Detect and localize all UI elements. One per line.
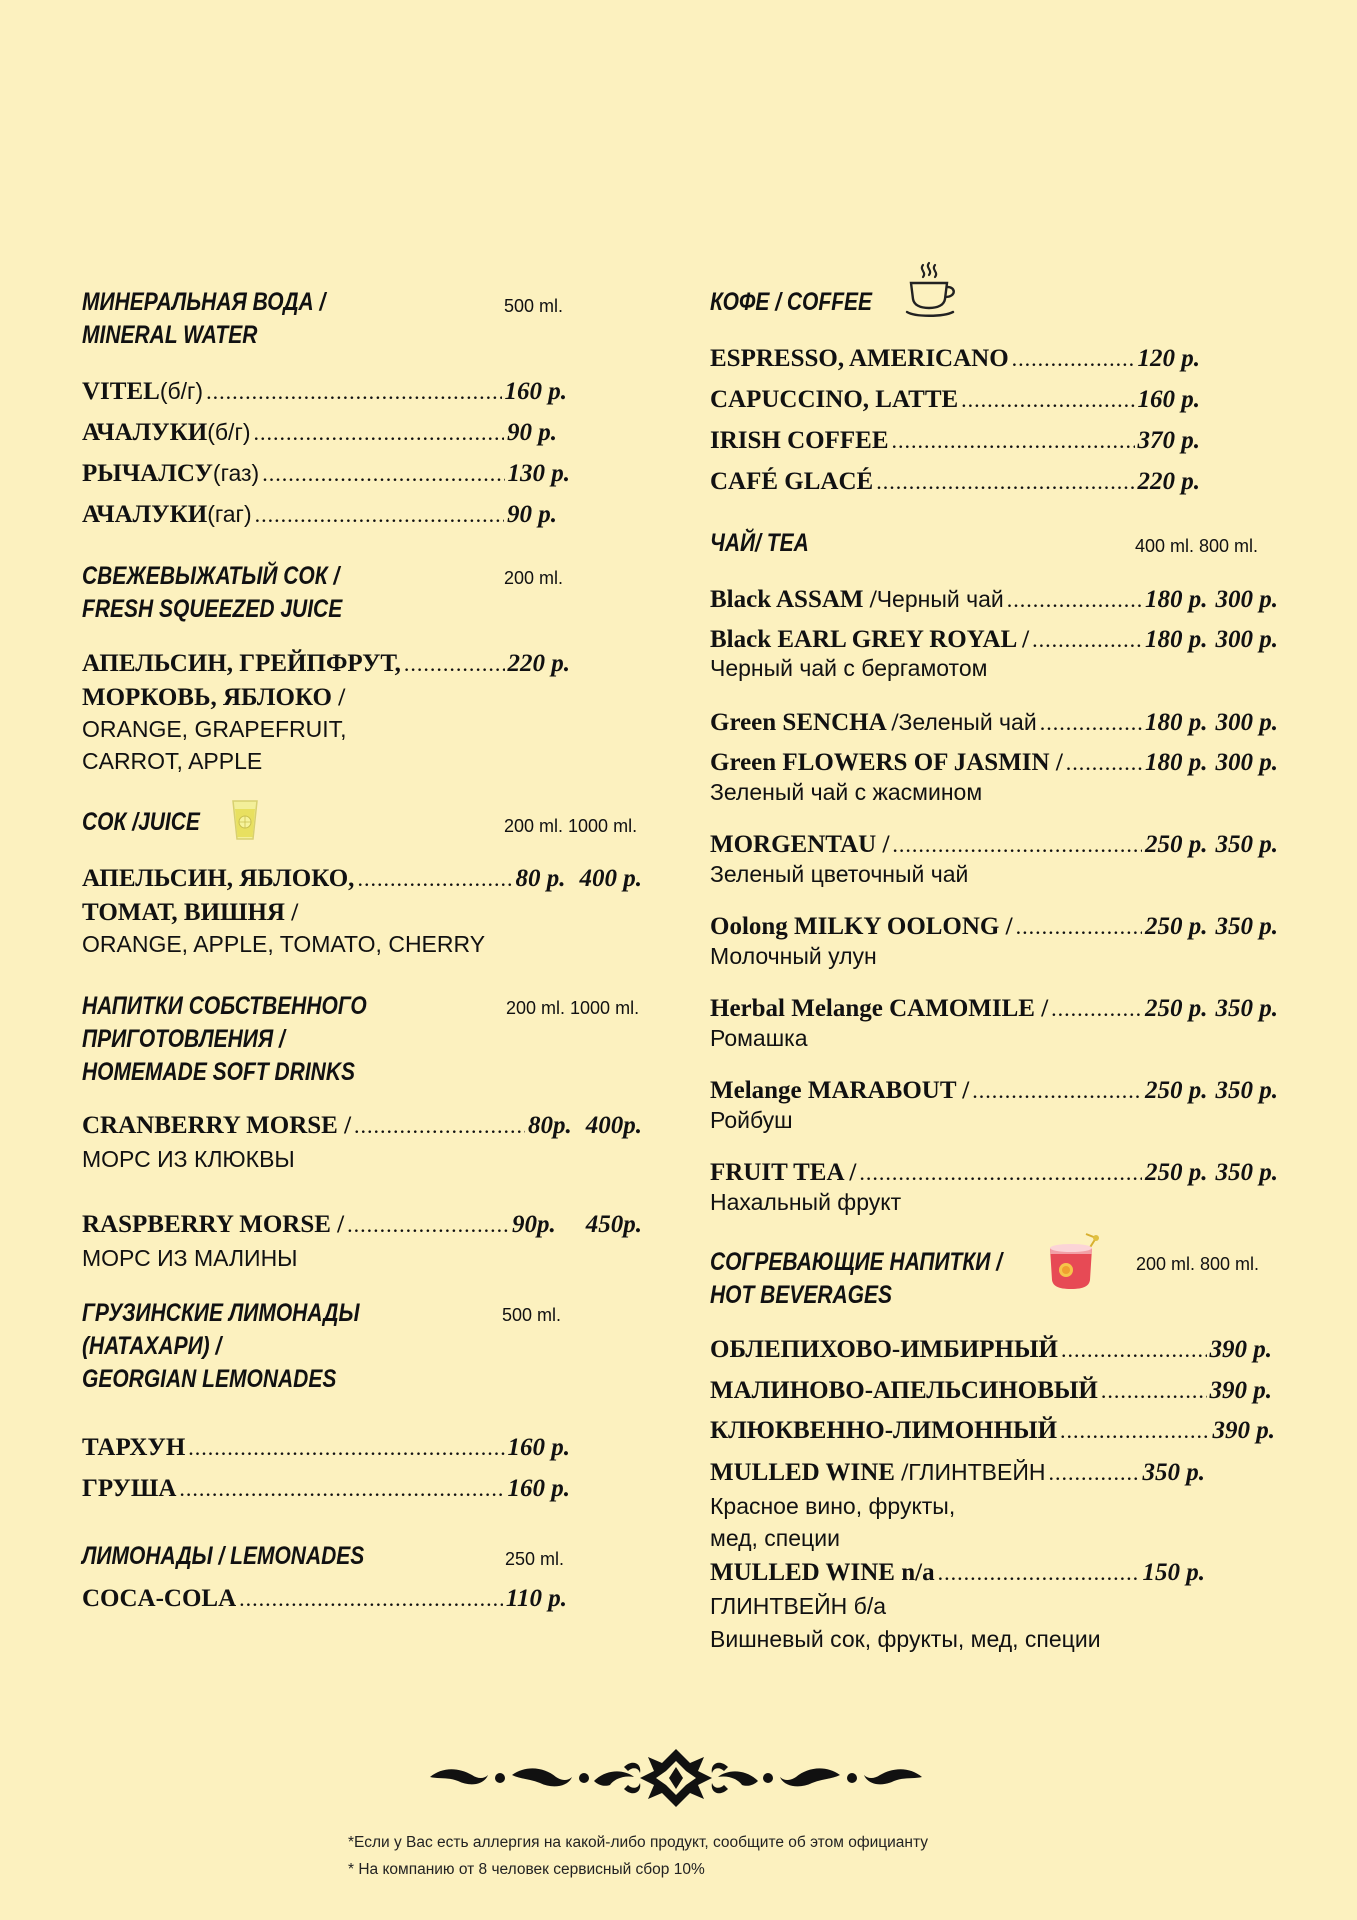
- item-price-small: 250 р.: [1145, 1159, 1208, 1186]
- homemade-volume: 200 ml. 1000 ml.: [506, 998, 640, 1018]
- leader-dots: [1051, 993, 1142, 1025]
- item-price: 120 р.: [1137, 345, 1200, 372]
- item-desc: Молочный улун: [710, 943, 877, 969]
- item-name: ESPRESSO, AMERICANO: [710, 345, 1009, 372]
- tea-volume: 400 ml. 800 ml.: [1135, 536, 1259, 556]
- item-name: CAFÉ GLACÉ: [710, 468, 874, 495]
- item-price: 130 р.: [507, 460, 570, 487]
- leader-dots: [1061, 1334, 1207, 1366]
- item-desc: мед, специи: [710, 1525, 840, 1551]
- item-price: 390 р.: [1209, 1377, 1272, 1404]
- item-price-large: 350 р.: [1215, 913, 1278, 940]
- item-desc: Зеленый цветочный чай: [710, 861, 969, 887]
- item-price: 90 р.: [507, 419, 557, 446]
- item-price-large: 300 р.: [1215, 586, 1278, 613]
- allergy-note: *Если у Вас есть аллергия на какой-либо продукт, сообщите об этом официанту: [348, 1834, 928, 1851]
- item-price-large: 300 р.: [1215, 709, 1278, 736]
- item-price-large: 350 р.: [1215, 1077, 1278, 1104]
- menu-item: [710, 1415, 1275, 1447]
- item-name-continued: МОРКОВЬ, ЯБЛОКО /: [82, 684, 346, 711]
- item-price-small: 90р.: [512, 1211, 556, 1238]
- leader-dots: [255, 499, 504, 531]
- item-name: IRISH COFFEE: [710, 427, 889, 454]
- item-price-large: 300 р.: [1215, 626, 1278, 653]
- item-price-small: 250 р.: [1145, 995, 1208, 1022]
- item-price-large: 400 р.: [579, 865, 642, 892]
- leader-dots: [1040, 707, 1142, 739]
- leader-dots: [347, 1209, 509, 1241]
- menu-item: [710, 1557, 1205, 1589]
- item-name: Oolong MILKY OOLONG /: [710, 913, 1013, 940]
- homemade-title-line2: ПРИГОТОВЛЕНИЯ /: [82, 1025, 285, 1053]
- item-price: 160 р.: [1137, 386, 1200, 413]
- menu-item: [710, 993, 1278, 1025]
- item-desc: ГЛИНТВЕЙН б/а: [710, 1593, 887, 1619]
- item-desc: CARROT, APPLE: [82, 748, 263, 774]
- juice-title: СОК /JUICE: [82, 808, 200, 836]
- fresh-volume: 200 ml.: [504, 568, 564, 588]
- item-name-continued: ТОМАТ, ВИШНЯ /: [82, 899, 299, 926]
- item-name: Melange MARABOUT /: [710, 1077, 970, 1104]
- menu-item: [82, 1473, 570, 1505]
- item-name: Green SENCHA /: [710, 709, 899, 736]
- menu-item: [710, 343, 1200, 375]
- fresh-title-line1: СВЕЖЕВЫЖАТЫЙ СОК /: [82, 562, 340, 590]
- mineral-title-line2: MINERAL WATER: [82, 321, 258, 349]
- hot-title-line1: СОГРЕВАЮЩИЕ НАПИТКИ /: [710, 1248, 1003, 1276]
- item-name: ТАРХУН: [82, 1434, 186, 1461]
- menu-item: [710, 1456, 1205, 1489]
- menu-item: [710, 706, 1278, 739]
- item-name-line2: [82, 681, 345, 714]
- item-name: Green FLOWERS OF JASMIN /: [710, 749, 1063, 776]
- leader-dots: [1007, 584, 1142, 616]
- menu-item: [82, 648, 570, 680]
- item-name: АЧАЛУКИ: [82, 501, 208, 528]
- item-price-small: 250 р.: [1145, 831, 1208, 858]
- item-note: (гаг): [207, 501, 252, 527]
- leader-dots: [892, 425, 1135, 457]
- item-name: АПЕЛЬСИН, ЯБЛОКО,: [82, 865, 355, 892]
- item-name: АЧАЛУКИ: [82, 419, 208, 446]
- item-price: 390 р.: [1212, 1417, 1275, 1444]
- item-name-line2: [82, 896, 298, 929]
- juice-glass-icon: [230, 795, 260, 843]
- item-name: RASPBERRY MORSE /: [82, 1211, 345, 1238]
- item-name: FRUIT TEA /: [710, 1159, 857, 1186]
- menu-item: [82, 457, 570, 490]
- coffee-cup-icon: [905, 261, 961, 319]
- menu-item: [710, 384, 1200, 416]
- homemade-title: [82, 990, 367, 1089]
- menu-item: [710, 425, 1200, 457]
- item-name: MULLED WINE n/a: [710, 1559, 935, 1586]
- item-price-small: 250 р.: [1145, 1077, 1208, 1104]
- item-price: 90 р.: [507, 501, 557, 528]
- menu-item: [710, 1375, 1272, 1407]
- leader-dots: [876, 466, 1134, 498]
- item-name: РЫЧАЛСУ: [82, 460, 213, 487]
- hot-volume: 200 ml. 800 ml.: [1136, 1254, 1260, 1274]
- item-note: (б/г): [207, 419, 251, 445]
- mineral-title-line1: МИНЕРАЛЬНАЯ ВОДА /: [82, 288, 326, 316]
- item-price: 370 р.: [1137, 427, 1200, 454]
- item-price-small: 180 р.: [1145, 749, 1208, 776]
- item-note: (б/г): [159, 378, 204, 404]
- leader-dots: [254, 417, 505, 449]
- item-price-large: 350 р.: [1215, 995, 1278, 1022]
- leader-dots: [404, 648, 505, 680]
- item-name: ОБЛЕПИХОВО-ИМБИРНЫЙ: [710, 1336, 1058, 1363]
- item-price-small: 180 р.: [1145, 709, 1208, 736]
- item-name: Black EARL GREY ROYAL /: [710, 626, 1030, 653]
- georgian-title: [82, 1297, 359, 1396]
- item-desc: ORANGE, APPLE, TOMATO, CHERRY: [82, 931, 486, 957]
- item-name: MULLED WINE /: [710, 1459, 909, 1486]
- item-price: 110 р.: [505, 1585, 567, 1612]
- leader-dots: [206, 376, 501, 408]
- fresh-title: [82, 560, 342, 626]
- leader-dots: [357, 863, 512, 895]
- menu-item: [82, 375, 567, 408]
- item-desc: Нахальный фрукт: [710, 1189, 902, 1215]
- leader-dots: [1066, 747, 1142, 779]
- service-charge-note: * На компанию от 8 человек сервисный сбор 10%: [348, 1861, 705, 1878]
- ornament-divider: [428, 1745, 924, 1811]
- leader-dots: [972, 1075, 1142, 1107]
- leader-dots: [1101, 1375, 1207, 1407]
- item-name: МАЛИНОВО-АПЕЛЬСИНОВЫЙ: [710, 1377, 1098, 1404]
- item-price: 160 р.: [507, 1434, 570, 1461]
- item-name: CAPUCCINO, LATTE: [710, 386, 959, 413]
- item-name: MORGENTAU /: [710, 831, 890, 858]
- item-name: Herbal Melange CAMOMILE /: [710, 995, 1049, 1022]
- leader-dots: [188, 1432, 504, 1464]
- georgian-title-line3: GEORGIAN LEMONADES: [82, 1365, 337, 1393]
- item-price-large: 450р.: [585, 1211, 642, 1238]
- item-price: 350 р.: [1142, 1459, 1205, 1486]
- item-desc: Ромашка: [710, 1025, 808, 1051]
- coffee-title: КОФЕ / COFFEE: [710, 288, 873, 316]
- item-name: АПЕЛЬСИН, ГРЕЙПФРУТ,: [82, 650, 401, 677]
- item-desc: Вишневый сок, фрукты, мед, специи: [710, 1626, 1101, 1652]
- leader-dots: [1016, 911, 1142, 943]
- item-price-small: 180 р.: [1145, 586, 1208, 613]
- leader-dots: [1032, 624, 1142, 656]
- item-price: 150 р.: [1142, 1559, 1205, 1586]
- leader-dots: [239, 1583, 503, 1615]
- menu-item: [82, 863, 642, 895]
- item-price: 220 р.: [1137, 468, 1200, 495]
- juice-volume: 200 ml. 1000 ml.: [504, 816, 638, 836]
- georgian-title-line2: (НАТАХАРИ) /: [82, 1332, 222, 1360]
- item-price: 160 р.: [504, 378, 567, 405]
- leader-dots: [354, 1110, 525, 1142]
- leader-dots: [1048, 1457, 1139, 1489]
- leader-dots: [179, 1473, 504, 1505]
- menu-item: [82, 1110, 642, 1142]
- leader-dots: [262, 458, 504, 490]
- item-price-large: 350 р.: [1215, 831, 1278, 858]
- item-desc: МОРС ИЗ КЛЮКВЫ: [82, 1146, 295, 1172]
- item-desc-inline: Зеленый чай: [898, 709, 1037, 735]
- item-price-small: 250 р.: [1145, 913, 1208, 940]
- item-desc: Красное вино, фрукты,: [710, 1493, 956, 1519]
- hot-title-line2: HOT BEVERAGES: [710, 1281, 893, 1309]
- menu-item: [710, 466, 1200, 498]
- item-desc-inline: ГЛИНТВЕЙН: [908, 1459, 1046, 1485]
- homemade-title-line1: НАПИТКИ СОБСТВЕННОГО: [82, 992, 367, 1020]
- lemonades-title: ЛИМОНАДЫ / LEMONADES: [82, 1542, 365, 1570]
- menu-item: [710, 1075, 1278, 1107]
- homemade-title-line3: HOMEMADE SOFT DRINKS: [82, 1058, 355, 1086]
- mineral-volume: 500 ml.: [504, 296, 564, 316]
- hot-drink-icon: [1044, 1232, 1108, 1292]
- item-price-small: 80 р.: [515, 865, 566, 892]
- lemonades-volume: 250 ml.: [505, 1549, 565, 1569]
- item-desc: Зеленый чай с жасмином: [710, 779, 983, 805]
- fresh-title-line2: FRESH SQUEEZED JUICE: [82, 595, 343, 623]
- georgian-volume: 500 ml.: [502, 1305, 562, 1325]
- item-price-large: 350 р.: [1215, 1159, 1278, 1186]
- item-note: (газ): [212, 460, 260, 486]
- menu-item: [82, 1432, 570, 1464]
- menu-item: [82, 1209, 642, 1241]
- menu-item: [710, 911, 1278, 943]
- menu-item: [82, 498, 557, 531]
- hot-title: [710, 1246, 1002, 1312]
- item-name: Black ASSAM /: [710, 586, 877, 613]
- menu-item: [710, 1334, 1272, 1366]
- menu-item: [82, 1583, 567, 1615]
- mineral-title: [82, 286, 325, 352]
- leader-dots: [892, 829, 1142, 861]
- item-price-small: 180 р.: [1145, 626, 1208, 653]
- leader-dots: [1060, 1415, 1209, 1447]
- item-name: VITEL: [82, 378, 160, 405]
- item-name: ГРУША: [82, 1475, 177, 1502]
- item-price: 160 р.: [507, 1475, 570, 1502]
- leader-dots: [961, 384, 1134, 416]
- item-price: 390 р.: [1209, 1336, 1272, 1363]
- item-price-large: 400р.: [585, 1112, 642, 1139]
- georgian-title-line1: ГРУЗИНСКИЕ ЛИМОНАДЫ: [82, 1299, 360, 1327]
- menu-item: [710, 583, 1278, 616]
- item-desc: ORANGE, GRAPEFRUIT,: [82, 716, 347, 742]
- item-desc: Черный чай с бергамотом: [710, 655, 988, 681]
- item-name: CRANBERRY MORSE /: [82, 1112, 352, 1139]
- menu-item: [710, 1157, 1278, 1189]
- item-desc: Ройбуш: [710, 1107, 793, 1133]
- tea-title: ЧАЙ/ TEA: [710, 529, 809, 557]
- leader-dots: [1012, 343, 1135, 375]
- item-price-large: 300 р.: [1215, 749, 1278, 776]
- item-price-small: 80р.: [528, 1112, 572, 1139]
- menu-item: [710, 747, 1278, 779]
- item-name: КЛЮКВЕННО-ЛИМОННЫЙ: [710, 1417, 1058, 1444]
- leader-dots: [859, 1157, 1142, 1189]
- item-desc-inline: Черный чай: [876, 586, 1004, 612]
- leader-dots: [938, 1557, 1140, 1589]
- item-desc: МОРС ИЗ МАЛИНЫ: [82, 1245, 298, 1271]
- menu-item: [710, 829, 1278, 861]
- item-name: COCA-COLA: [82, 1585, 237, 1612]
- menu-item: [82, 416, 557, 449]
- item-price: 220 р.: [507, 650, 570, 677]
